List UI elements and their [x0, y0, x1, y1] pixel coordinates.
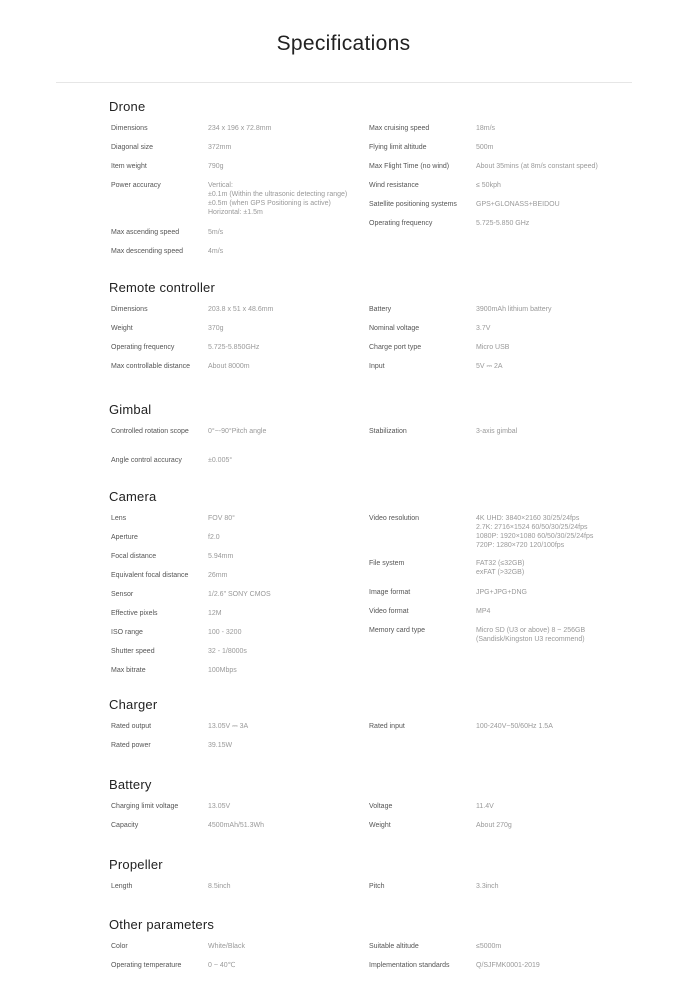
spec-label: Item weight — [111, 163, 147, 170]
spec-label: Length — [111, 883, 133, 890]
section-title: Camera — [109, 489, 157, 504]
spec-label: Power accuracy — [111, 182, 161, 189]
spec-label: Sensor — [111, 591, 134, 598]
spec-label: Aperture — [111, 534, 138, 541]
spec-label: Video resolution — [369, 515, 420, 522]
spec-label: ISO range — [111, 629, 143, 636]
spec-label: Effective pixels — [111, 610, 158, 617]
section-title: Other parameters — [109, 917, 215, 932]
spec-label: Flying limit altitude — [369, 144, 427, 151]
spec-value: 3900mAh lithium battery — [476, 306, 552, 313]
spec-value: 13.05V — [208, 803, 231, 810]
spec-value: ≤ 50kph — [476, 182, 501, 189]
page-title: Specifications — [276, 32, 411, 55]
spec-label: Shutter speed — [111, 648, 155, 655]
spec-label: Charge port type — [369, 344, 422, 351]
spec-value: ≤5000m — [476, 943, 502, 950]
spec-value: 3.3inch — [476, 883, 499, 890]
spec-value: GPS+GLONASS+BEIDOU — [476, 201, 560, 208]
spec-label: Operating frequency — [111, 344, 175, 351]
spec-label: Image format — [369, 589, 411, 596]
spec-value: 203.8 x 51 x 48.6mm — [208, 306, 274, 313]
spec-value: 500m — [476, 144, 494, 151]
section-title: Battery — [109, 777, 152, 792]
spec-value: 13.05V ⎓ 3A — [208, 723, 249, 730]
section-title: Remote controller — [109, 280, 215, 295]
spec-value: Q/SJFMK0001-2019 — [476, 962, 540, 969]
spec-label: Operating temperature — [111, 962, 182, 969]
spec-label: Satellite positioning systems — [369, 201, 457, 208]
section-title: Drone — [109, 99, 146, 114]
spec-value: ±0.005° — [208, 457, 233, 464]
spec-value: 8.5inch — [208, 883, 231, 890]
spec-value: 39.15W — [208, 742, 233, 749]
spec-value: 3.7V — [476, 325, 491, 332]
spec-value: 11.4V — [476, 803, 494, 810]
spec-label: Controlled rotation scope — [111, 428, 189, 435]
spec-value: JPG+JPG+DNG — [476, 589, 527, 596]
spec-value: 370g — [208, 325, 224, 332]
spec-label: Lens — [111, 515, 127, 522]
spec-value: About 270g — [476, 822, 512, 829]
spec-label: Operating frequency — [369, 220, 433, 227]
spec-label: Input — [369, 363, 385, 370]
spec-label: Rated input — [369, 723, 405, 730]
spec-label: Max Flight Time (no wind) — [369, 163, 450, 170]
spec-label: Weight — [111, 325, 133, 332]
spec-value: Micro USB — [476, 344, 510, 351]
spec-label: Max controllable distance — [111, 363, 190, 370]
spec-value: MP4 — [476, 608, 491, 615]
spec-label: Color — [111, 943, 128, 950]
spec-label: Voltage — [369, 803, 393, 810]
spec-value: 1/2.6" SONY CMOS — [208, 591, 271, 598]
spec-label: Charging limit voltage — [111, 803, 179, 810]
spec-value: 12M — [208, 610, 222, 617]
spec-label: Pitch — [369, 883, 385, 890]
spec-label: Rated power — [111, 742, 151, 749]
spec-label: Memory card type — [369, 627, 426, 634]
spec-label: Nominal voltage — [369, 325, 420, 332]
spec-label: Implementation standards — [369, 962, 450, 969]
spec-label: Weight — [369, 822, 391, 829]
spec-value: 5V ⎓ 2A — [476, 363, 503, 370]
spec-value: FAT32 (≤32GB) exFAT (>32GB) — [476, 560, 525, 576]
spec-value: 0°~-90°Pitch angle — [208, 428, 267, 435]
spec-value: 0 ~ 40℃ — [208, 962, 236, 969]
spec-value: 4K UHD: 3840×2160 30/25/24fps 2.7K: 2716×1524 60/50/30/25/24fps 1080P: 1920×1080 60/50/30/25/24fps 720P: 1280×720 120/100fps — [476, 515, 594, 549]
spec-value: 3-axis gimbal — [476, 428, 518, 435]
spec-value: 100 - 3200 — [208, 629, 242, 636]
spec-value: 5m/s — [208, 229, 224, 236]
spec-label: Max cruising speed — [369, 125, 430, 132]
spec-value: 5.725-5.850GHz — [208, 344, 260, 351]
spec-value: 4500mAh/51.3Wh — [208, 822, 265, 829]
spec-label: Stabilization — [369, 428, 407, 435]
spec-value: 18m/s — [476, 125, 496, 132]
spec-value: 100-240V~50/60Hz 1.5A — [476, 723, 553, 730]
spec-label: Dimensions — [111, 306, 148, 313]
spec-label: Max descending speed — [111, 248, 183, 255]
section-title: Charger — [109, 697, 158, 712]
spec-label: Angle control accuracy — [111, 457, 182, 464]
spec-label: Equivalent focal distance — [111, 572, 189, 579]
spec-label: Suitable altitude — [369, 943, 419, 950]
spec-label: Wind resistance — [369, 182, 419, 189]
spec-label: Diagonal size — [111, 144, 154, 151]
spec-value: White/Black — [208, 943, 245, 950]
title-divider — [56, 82, 632, 83]
spec-label: Rated output — [111, 723, 152, 730]
spec-value: 26mm — [208, 572, 228, 579]
spec-label: Battery — [369, 306, 392, 313]
spec-value: 234 x 196 x 72.8mm — [208, 125, 272, 132]
section-title: Gimbal — [109, 402, 152, 417]
spec-label: Capacity — [111, 822, 139, 829]
spec-value: Micro SD (U3 or above) 8 ~ 256GB (Sandisk/Kingston U3 recommend) — [476, 627, 586, 643]
spec-value: About 8000m — [208, 363, 250, 370]
spec-label: Focal distance — [111, 553, 157, 560]
spec-label: Dimensions — [111, 125, 148, 132]
spec-value: FOV 80° — [208, 515, 235, 522]
spec-value: 100Mbps — [208, 667, 237, 674]
spec-value: 5.94mm — [208, 553, 234, 560]
spec-value: About 35mins (at 8m/s constant speed) — [476, 163, 598, 170]
spec-value: f2.0 — [208, 534, 220, 541]
spec-label: Max bitrate — [111, 667, 146, 674]
spec-value: 372mm — [208, 144, 232, 151]
spec-value: 790g — [208, 163, 224, 170]
spec-value: 32 - 1/8000s — [208, 648, 247, 655]
spec-value: 4m/s — [208, 248, 224, 255]
spec-value: Vertical: ±0.1m (Within the ultrasonic detecting range) ±0.5m (when GPS Positioning is active) Horizontal: ±1.5m — [208, 182, 348, 216]
spec-value: 5.725-5.850 GHz — [476, 220, 530, 227]
spec-label: Max ascending speed — [111, 229, 180, 236]
spec-label: File system — [369, 560, 405, 567]
section-title: Propeller — [109, 857, 163, 872]
spec-label: Video format — [369, 608, 409, 615]
